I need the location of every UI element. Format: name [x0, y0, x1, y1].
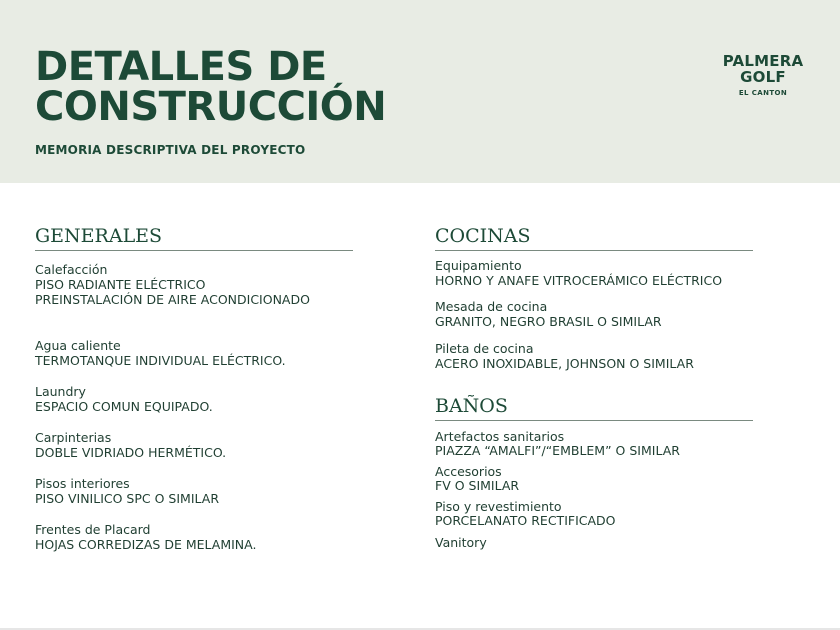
spec-item-mesada-cocina [435, 299, 662, 329]
spec-item-carpinterias [35, 430, 226, 460]
spec-value: PISO VINILICO SPC O SIMILAR [35, 491, 220, 506]
spec-label: Accesorios [435, 464, 502, 479]
section-heading-cocinas: COCINAS [435, 225, 753, 251]
spec-value: ESPACIO COMUN EQUIPADO. [35, 399, 213, 414]
spec-item-pisos-interiores [35, 476, 219, 506]
spec-label: Agua caliente [35, 338, 121, 353]
spec-label: Artefactos sanitarios [435, 429, 565, 444]
spec-value: PORCELANATO RECTIFICADO [435, 512, 616, 528]
spec-label: Frentes de Placard [35, 522, 151, 537]
spec-label: Equipamiento [435, 258, 522, 273]
spec-label: Pileta de cocina [435, 341, 534, 356]
spec-value: TERMOTANQUE INDIVIDUAL ELÉCTRICO. [35, 353, 286, 368]
spec-item-piso-revestimiento [435, 500, 616, 527]
spec-label: Pisos interiores [35, 476, 130, 491]
logo-line-2: GOLF [740, 68, 786, 86]
page-subtitle: MEMORIA DESCRIPTIVA DEL PROYECTO [35, 143, 306, 157]
spec-value: DOBLE VIDRIADO HERMÉTICO. [35, 445, 227, 460]
spec-item-frentes-placard [35, 522, 256, 552]
spec-label: Vanitory [435, 535, 487, 550]
spec-label: Mesada de cocina [435, 299, 548, 314]
spec-value: HOJAS CORREDIZAS DE MELAMINA. [35, 537, 257, 552]
spec-value: HORNO Y ANAFE VITROCERÁMICO ELÉCTRICO [435, 273, 723, 288]
section-heading-generales: GENERALES [35, 225, 353, 251]
spec-value: PREINSTALACIÓN DE AIRE ACONDICIONADO [35, 292, 310, 307]
spec-value: PISO RADIANTE ELÉCTRICO [35, 277, 206, 292]
spec-label: Calefacción [35, 262, 108, 277]
page-title [35, 44, 387, 130]
spec-value: PIAZZA “AMALFI”/“EMBLEM” O SIMILAR [435, 442, 680, 458]
spec-item-accesorios [435, 465, 519, 492]
spec-value: ACERO INOXIDABLE, JOHNSON O SIMILAR [435, 356, 694, 371]
spec-item-artefactos-sanitarios [435, 430, 680, 457]
spec-label: Laundry [35, 384, 86, 399]
page-title-line-1: DETALLES DE [35, 44, 327, 90]
spec-item-calefaccion [35, 262, 310, 307]
spec-value: GRANITO, NEGRO BRASIL O SIMILAR [435, 314, 662, 329]
logo-line-3: EL CANTON [738, 89, 788, 97]
spec-label: Piso y revestimiento [435, 499, 562, 514]
spec-item-vanitory [435, 535, 487, 550]
page-title-line-2: CONSTRUCCIÓN [35, 84, 387, 130]
section-heading-banos: BAÑOS [435, 395, 753, 421]
logo-line-1: PALMERA [722, 52, 804, 70]
spec-label: Carpinterias [35, 430, 112, 445]
spec-item-laundry [35, 384, 213, 414]
spec-value: FV O SIMILAR [435, 477, 520, 493]
spec-item-pileta-cocina [435, 341, 694, 371]
spec-item-agua-caliente [35, 338, 286, 368]
header-band [0, 0, 840, 183]
spec-item-equipamiento [435, 258, 722, 288]
brand-logo [708, 53, 818, 97]
